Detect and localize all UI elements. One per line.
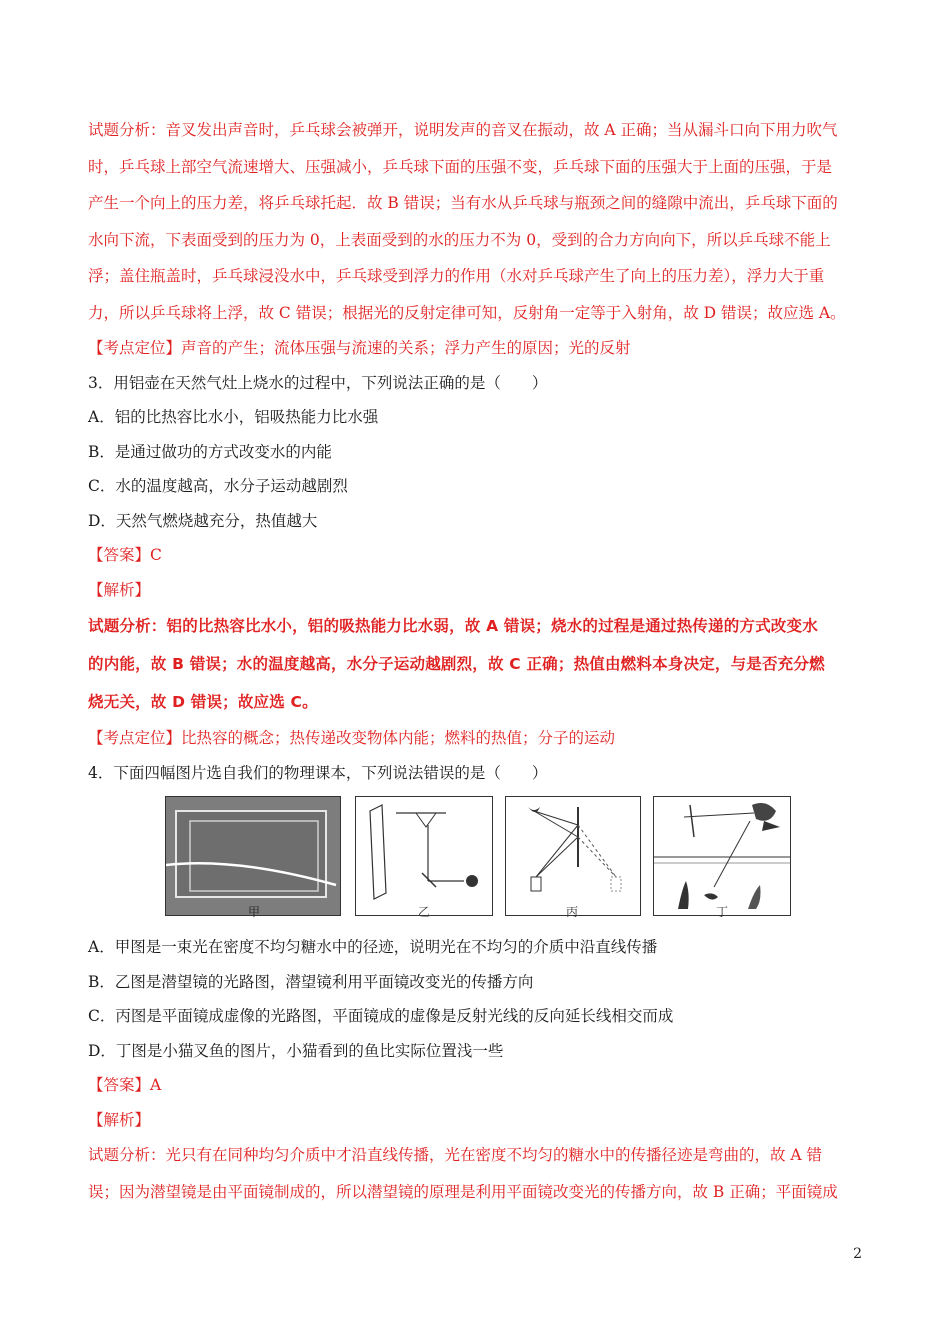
option-c: C．水的温度越高，水分子运动越剧烈 (88, 477, 348, 495)
prev-analysis (88, 112, 868, 331)
analysis-line: 烧无关，故 D 错误；故应选 C。 (88, 693, 318, 711)
analysis-line: 试题分析：音叉发出声音时，乒乓球会被弹开，说明发声的音叉在振动，故 A 正确；当从漏斗口向下用力吹气 (88, 121, 838, 139)
question-stem: 3．用铝壶在天然气灶上烧水的过程中，下列说法正确的是（ ） (88, 373, 548, 392)
kaodian-line: 【考点定位】比热容的概念；热传递改变物体内能；燃料的热值；分子的运动 (88, 729, 616, 747)
analysis-line: 水向下流，下表面受到的压力为 0，上表面受到的水的压力不为 0，受到的合力方向向下，所以乒乓球不能上 (88, 230, 831, 249)
figure-yi (355, 796, 493, 919)
q4-analysis (88, 1137, 868, 1210)
question-stem: 4．下面四幅图片选自我们的物理课本，下列说法错误的是（ ） (88, 763, 548, 782)
physics-figures (165, 796, 868, 928)
option-b: B．乙图是潜望镜的光路图，潜望镜利用平面镜改变光的传播方向 (88, 972, 534, 991)
jiexi-heading: 【解析】 (88, 1110, 151, 1129)
figure-label: 乙 (418, 905, 431, 919)
option-a: A．甲图是一束光在密度不均匀糖水中的径迹，说明光在不均匀的介质中沿直线传播 (88, 938, 658, 956)
option-c: C．丙图是平面镜成虚像的光路图，平面镜成的虚像是反射光线的反向延长线相交而成 (88, 1007, 674, 1025)
analysis-line: 的内能，故 B 错误；水的温度越高，水分子运动越剧烈，故 C 正确；热值由燃料本身决定，与是否充分燃 (88, 655, 825, 673)
option-a: A．铝的比热容比水小，铝吸热能力比水强 (88, 408, 379, 426)
figure-label: 丙 (566, 905, 579, 919)
page-number: 2 (853, 1246, 862, 1262)
figure-label: 甲 (248, 905, 261, 919)
analysis-line: 试题分析：铝的比热容比水小，铝的吸热能力比水弱，故 A 错误；烧水的过程是通过热传递的方式改变水 (88, 617, 818, 635)
question-3 (88, 366, 868, 756)
analysis-line: 浮；盖住瓶盖时，乒乓球浸没水中，乒乓球受到浮力的作用（水对乒乓球产生了向上的压力差），浮力大于重 (88, 267, 825, 285)
option-d: D．丁图是小猫叉鱼的图片，小猫看到的鱼比实际位置浅一些 (88, 1041, 504, 1060)
jiexi-heading: 【解析】 (88, 580, 151, 599)
option-b: B．是通过做功的方式改变水的内能 (88, 442, 332, 461)
analysis-line: 时，乒乓球上部空气流速增大、压强减小，乒乓球下面的压强不变，乒乓球下面的压强大于上面的压强，于是 (88, 157, 833, 176)
kaodian-line: 【考点定位】声音的产生；流体压强与流速的关系；浮力产生的原因；光的反射 (88, 339, 631, 357)
figure-ding (653, 796, 791, 919)
option-d: D．天然气燃烧越充分，热值越大 (88, 511, 318, 530)
figure-bing (505, 796, 641, 919)
figure-jia (165, 796, 341, 919)
document-page (88, 112, 868, 1210)
analysis-line: 力，所以乒乓球将上浮，故 C 错误；根据光的反射定律可知，反射角一定等于入射角，故 D 错误；故应选 A。 (88, 303, 846, 322)
analysis-line: 误；因为潜望镜是由平面镜制成的，所以潜望镜的原理是利用平面镜改变光的传播方向，故 B 正确；平面镜成 (88, 1182, 838, 1201)
analysis-line: 试题分析：光只有在同种均匀介质中才沿直线传播，光在密度不均匀的糖水中的传播径迹是弯曲的，故 A 错 (88, 1146, 823, 1164)
question-4 (88, 756, 868, 1211)
answer-line: 【答案】A (88, 1076, 162, 1094)
answer-line: 【答案】C (88, 546, 162, 564)
figure-label: 丁 (716, 905, 729, 919)
analysis-line: 产生一个向上的压力差，将乒乓球托起．故 B 错误；当有水从乒乓球与瓶颈之间的缝隙中流出，乒乓球下面的 (88, 194, 838, 212)
q3-analysis (88, 607, 868, 721)
